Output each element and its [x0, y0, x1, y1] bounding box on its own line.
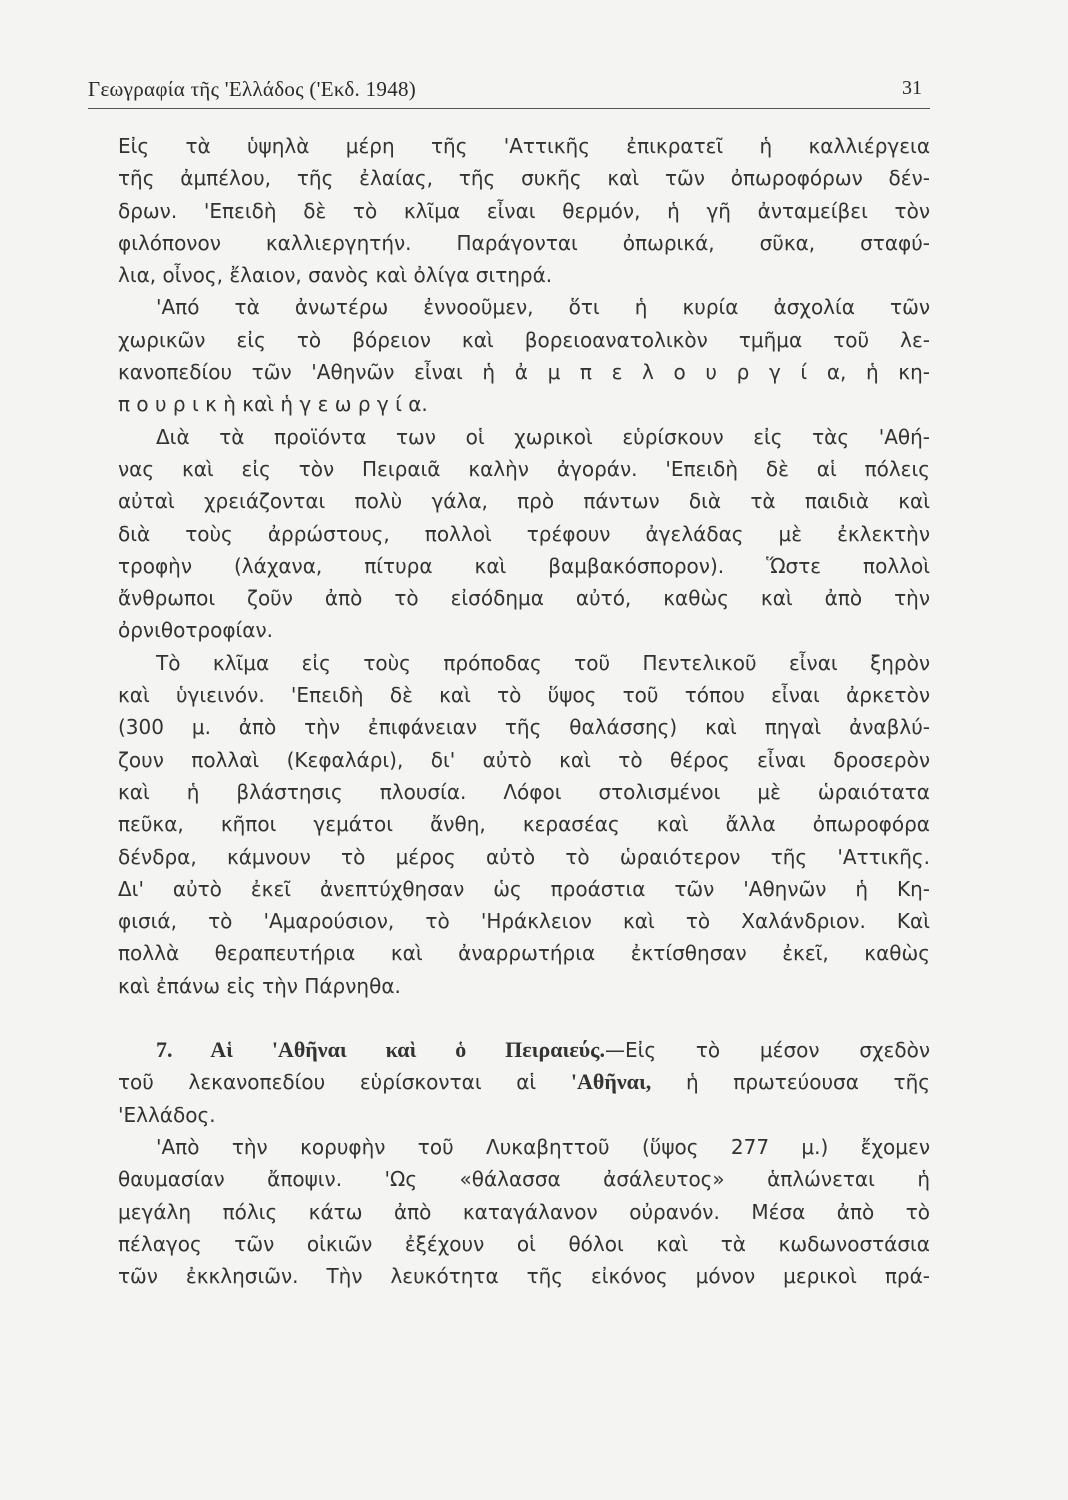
- text-line: Εἰς τὰ ὑψηλὰ μέρη τῆς 'Αττικῆς ἐπικρατεῖ ἡ καλλιέργεια: [118, 134, 930, 158]
- text-line: τῆς ἀμπέλου, τῆς ἐλαίας, τῆς συκῆς καὶ τῶν ὀπωροφόρων δέν-: [118, 166, 930, 191]
- text-line: νας καὶ εἰς τὸν Πειραιᾶ καλὴν ἀγοράν. 'Επειδὴ δὲ αἱ πόλεις: [118, 456, 930, 481]
- page-header: [88, 72, 930, 109]
- text-line: πεῦκα, κῆποι γεμάτοι ἄνθη, κερασέας καὶ ἄλλα ὀπωροφόρα: [118, 812, 930, 837]
- text-line: δρων. 'Επειδὴ δὲ τὸ κλῖμα εἶναι θερμόν, ἡ γῆ ἀνταμείβει τὸν: [118, 198, 930, 223]
- text-line: καὶ ἐπάνω εἰς τὴν Πάρνηθα.: [118, 973, 401, 998]
- running-title: Γεωγραφία τῆς 'Ελλάδος ('Εκδ. 1948): [88, 77, 417, 101]
- text-line: θαυμασίαν ἄποψιν. 'Ως «θάλασσα ἀσάλευτος» ἁπλώνεται ἡ: [118, 1167, 930, 1192]
- text-line: Τὸ κλῖμα εἰς τοὺς πρόποδας τοῦ Πεντελικοῦ εἶναι ξηρὸν: [156, 650, 930, 675]
- text-line: χωρικῶν εἰς τὸ βόρειον καὶ βορειοανατολικὸν τμῆμα τοῦ λε-: [118, 327, 930, 352]
- text-line: λια, οἶνος, ἔλαιον, σανὸς καὶ ὀλίγα σιτηρά.: [118, 263, 553, 288]
- text-line: [118, 1066, 930, 1098]
- page-number: 31: [902, 77, 922, 99]
- text-line: π ο υ ρ ι κ ὴ καὶ ἡ γ ε ω ρ γ ί α.: [118, 392, 428, 417]
- text-line: ὀρνιθοτροφίαν.: [118, 618, 273, 643]
- section-lead-text: —Εἰς τὸ μέσον σχεδὸν: [604, 1038, 930, 1063]
- text-line: Διὰ τὰ προϊόντα των οἱ χωρικοὶ εὑρίσκουν εἰς τὰς 'Αθή-: [156, 424, 930, 449]
- text-line: φισιά, τὸ 'Αμαρούσιον, τὸ 'Ηράκλειον καὶ τὸ Χαλάνδριον. Καὶ: [118, 909, 930, 934]
- text-line: καὶ ἡ βλάστησις πλουσία. Λόφοι στολισμένοι μὲ ὡραιότατα: [118, 779, 930, 804]
- body-text: [118, 130, 930, 1292]
- section-heading: 7. Αἱ 'Αθῆναι καὶ ὁ Πειραιεύς.: [156, 1037, 605, 1063]
- text-line: κανοπεδίου τῶν 'Αθηνῶν εἶναι ἡ ἀ μ π ε λ ο υ ρ γ ί α, ἡ κη-: [118, 360, 930, 385]
- text-line: διὰ τοὺς ἀρρώστους, πολλοὶ τρέφουν ἀγελάδας μὲ ἐκλεκτὴν: [118, 521, 930, 546]
- text-line: δένδρα, κάμνουν τὸ μέρος αὐτὸ τὸ ὡραιότερον τῆς 'Αττικῆς.: [118, 844, 930, 869]
- text-line: 'Ελλάδος.: [118, 1102, 216, 1127]
- text-line: [118, 1034, 930, 1066]
- text-line: πέλαγος τῶν οἰκιῶν ἐξέχουν οἱ θόλοι καὶ τὰ κωδωνοστάσια: [118, 1231, 930, 1256]
- text-line: φιλόπονον καλλιεργητήν. Παράγονται ὀπωρικά, σῦκα, σταφύ-: [118, 230, 930, 255]
- text-line: Δι' αὐτὸ ἐκεῖ ἀνεπτύχθησαν ὡς προάστια τῶν 'Αθηνῶν ἡ Κη-: [118, 876, 930, 901]
- text-line: τῶν ἐκκλησιῶν. Τὴν λευκότητα τῆς εἰκόνος μόνον μερικοὶ πρά-: [118, 1264, 930, 1289]
- text-line: ἄνθρωποι ζοῦν ἀπὸ τὸ εἰσόδημα αὐτό, καθὼς καὶ ἀπὸ τὴν: [118, 586, 930, 611]
- section-gap: [118, 1002, 930, 1034]
- text-line: 'Από τὰ ἀνωτέρω ἐννοοῦμεν, ὅτι ἡ κυρία ἀσχολία τῶν: [156, 295, 930, 320]
- text-line: 'Απὸ τὴν κορυφὴν τοῦ Λυκαβηττοῦ (ὕψος 277 μ.) ἔχομεν: [156, 1134, 930, 1159]
- text-line: μεγάλη πόλις κάτω ἀπὸ καταγάλανον οὐρανόν. Μέσα ἀπὸ τὸ: [118, 1199, 930, 1224]
- text-line: ζουν πολλαὶ (Κεφαλάρι), δι' αὐτὸ καὶ τὸ θέρος εἶναι δροσερὸν: [118, 747, 930, 772]
- text-line: (300 μ. ἀπὸ τὴν ἐπιφάνειαν τῆς θαλάσσης) καὶ πηγαὶ ἀναβλύ-: [118, 715, 930, 740]
- text-line: τροφὴν (λάχανα, πίτυρα καὶ βαμβακόσπορον). Ὥστε πολλοὶ: [118, 553, 930, 578]
- text-line: πολλὰ θεραπευτήρια καὶ ἀναρρωτήρια ἐκτίσθησαν ἐκεῖ, καθὼς: [118, 941, 930, 966]
- text-span: τοῦ λεκανοπεδίου εὑρίσκονται αἱ: [118, 1070, 537, 1095]
- text-line: καὶ ὑγιεινόν. 'Επειδὴ δὲ καὶ τὸ ὕψος τοῦ τόπου εἶναι ἀρκετὸν: [118, 683, 930, 708]
- bold-term: 'Αθῆναι,: [570, 1069, 652, 1095]
- text-line: αὐταὶ χρειάζονται πολὺ γάλα, πρὸ πάντων διὰ τὰ παιδιὰ καὶ: [118, 489, 930, 514]
- text-span: ἡ πρωτεύουσα τῆς: [685, 1070, 930, 1095]
